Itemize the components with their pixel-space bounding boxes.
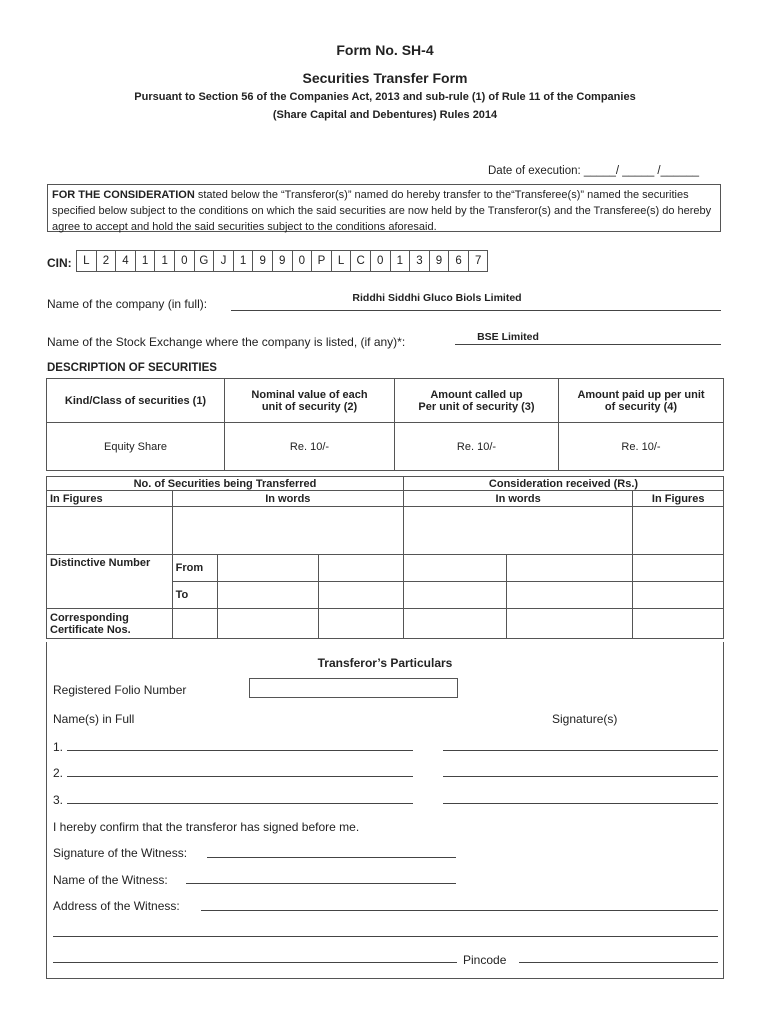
company-name-label: Name of the company (in full): bbox=[47, 297, 208, 311]
cin-label: CIN: bbox=[47, 256, 72, 270]
name-1-line[interactable] bbox=[67, 750, 413, 751]
cin-char-box[interactable]: J bbox=[213, 250, 234, 272]
cin-char-box[interactable]: 6 bbox=[448, 250, 469, 272]
consideration-figures-cell[interactable] bbox=[633, 507, 724, 555]
cin-char-box[interactable]: L bbox=[76, 250, 97, 272]
col-nominal-header-b: unit of security (2) bbox=[261, 400, 358, 413]
to-cell-1[interactable] bbox=[217, 582, 318, 609]
from-cell-4[interactable] bbox=[507, 555, 633, 582]
from-cell-1[interactable] bbox=[217, 555, 318, 582]
stock-exchange-value[interactable]: BSE Limited bbox=[477, 331, 539, 343]
cin-char-box[interactable]: 1 bbox=[390, 250, 411, 272]
form-title: Securities Transfer Form bbox=[302, 70, 468, 86]
stock-exchange-line[interactable] bbox=[455, 344, 721, 345]
cin-char-box[interactable]: P bbox=[311, 250, 332, 272]
cin-char-box[interactable]: 0 bbox=[292, 250, 313, 272]
pincode-label: Pincode bbox=[463, 953, 507, 967]
cin-boxes[interactable] bbox=[77, 250, 488, 272]
cert-cell-1[interactable] bbox=[217, 609, 318, 639]
pincode-line[interactable] bbox=[519, 962, 718, 963]
distinctive-number-label: Distinctive Number bbox=[47, 555, 173, 609]
cin-char-box[interactable]: 4 bbox=[115, 250, 136, 272]
signature-2-line[interactable] bbox=[443, 776, 718, 777]
kind-value[interactable]: Equity Share bbox=[47, 423, 225, 471]
to-label: To bbox=[172, 582, 217, 609]
consideration-words-cell[interactable] bbox=[403, 507, 632, 555]
cert-cell-2[interactable] bbox=[318, 609, 403, 639]
form-number: Form No. SH-4 bbox=[336, 42, 434, 58]
from-cell-3[interactable] bbox=[403, 555, 506, 582]
folio-label: Registered Folio Number bbox=[53, 683, 187, 697]
description-heading: DESCRIPTION OF SECURITIES bbox=[47, 362, 217, 374]
cin-char-box[interactable]: 9 bbox=[252, 250, 273, 272]
corresponding-cert-label: Corresponding Certificate Nos. bbox=[47, 609, 173, 639]
confirm-statement: I hereby confirm that the transferor has signed before me. bbox=[53, 820, 360, 834]
securities-table bbox=[46, 378, 724, 471]
in-words-header: In words bbox=[172, 491, 403, 507]
col-nominal-header-a: Nominal value of each bbox=[251, 388, 368, 401]
to-cell-5[interactable] bbox=[633, 582, 724, 609]
witness-signature-label: Signature of the Witness: bbox=[53, 846, 188, 860]
names-label: Name(s) in Full bbox=[53, 712, 135, 726]
signature-3-line[interactable] bbox=[443, 803, 718, 804]
company-name-line[interactable] bbox=[231, 310, 721, 311]
called-value[interactable]: Re. 10/- bbox=[395, 423, 559, 471]
consideration-paragraph bbox=[47, 184, 721, 232]
company-name-value[interactable]: Riddhi Siddhi Gluco Biols Limited bbox=[352, 292, 522, 304]
words-cell[interactable] bbox=[172, 507, 403, 555]
cin-char-box[interactable]: 1 bbox=[154, 250, 175, 272]
from-label: From bbox=[172, 555, 217, 582]
form-subtitle-line1: Pursuant to Section 56 of the Companies Act, 2013 and sub-rule (1) of Rule 11 of the Companies bbox=[134, 91, 636, 103]
consideration-bold: FOR THE CONSIDERATION bbox=[52, 189, 195, 201]
col-nominal-header bbox=[225, 379, 395, 423]
signature-1-line[interactable] bbox=[443, 750, 718, 751]
col-kind-header: Kind/Class of securities (1) bbox=[47, 379, 225, 423]
consideration-text: stated below the “Transferor(s)” named do hereby transfer to the“Transferee(s)” named the securities specified below subject to the conditions on which the said securities are now held by the Transferor(s) and the Transferee(s) do hereby agree to accept and hold the said securities subject to the conditions aforesaid. bbox=[52, 189, 712, 233]
col-paid-header bbox=[559, 379, 724, 423]
cin-char-box[interactable]: 2 bbox=[96, 250, 117, 272]
cert-cell-5[interactable] bbox=[633, 609, 724, 639]
name-3-label: 3. bbox=[53, 793, 64, 807]
cin-char-box[interactable]: 9 bbox=[429, 250, 450, 272]
cert-cell-0[interactable] bbox=[172, 609, 217, 639]
folio-input[interactable] bbox=[249, 678, 458, 698]
date-of-execution[interactable]: Date of execution: _____/ _____ /______ bbox=[488, 165, 700, 177]
to-cell-2[interactable] bbox=[318, 582, 403, 609]
transfer-table bbox=[46, 476, 724, 639]
form-subtitle-line2: (Share Capital and Debentures) Rules 2014 bbox=[272, 109, 498, 121]
witness-signature-line[interactable] bbox=[207, 857, 456, 858]
col-called-header-a: Amount called up bbox=[430, 388, 523, 401]
cin-char-box[interactable]: 9 bbox=[272, 250, 293, 272]
witness-address-line-3[interactable] bbox=[53, 962, 457, 963]
col-called-header-b: Per unit of security (3) bbox=[418, 400, 535, 413]
cin-char-box[interactable]: G bbox=[194, 250, 215, 272]
from-cell-2[interactable] bbox=[318, 555, 403, 582]
in-words-consideration-header: In words bbox=[403, 491, 632, 507]
cert-cell-3[interactable] bbox=[403, 609, 506, 639]
col-paid-header-a: Amount paid up per unit bbox=[577, 388, 705, 401]
signatures-label: Signature(s) bbox=[552, 712, 618, 726]
name-1-label: 1. bbox=[53, 740, 64, 754]
consideration-received-header: Consideration received (Rs.) bbox=[403, 477, 723, 491]
to-cell-4[interactable] bbox=[507, 582, 633, 609]
witness-address-line-2[interactable] bbox=[53, 936, 718, 937]
cin-char-box[interactable]: 3 bbox=[409, 250, 430, 272]
cin-char-box[interactable]: L bbox=[331, 250, 352, 272]
cin-char-box[interactable]: C bbox=[350, 250, 371, 272]
cin-char-box[interactable]: 7 bbox=[468, 250, 489, 272]
cin-char-box[interactable]: 0 bbox=[174, 250, 195, 272]
col-called-header bbox=[395, 379, 559, 423]
cin-char-box[interactable]: 0 bbox=[370, 250, 391, 272]
witness-name-label: Name of the Witness: bbox=[53, 873, 168, 887]
stock-exchange-label: Name of the Stock Exchange where the company is listed, (if any)*: bbox=[47, 335, 406, 349]
name-2-line[interactable] bbox=[67, 776, 413, 777]
no-transferred-header: No. of Securities being Transferred bbox=[47, 477, 404, 491]
in-figures-header: In Figures bbox=[47, 491, 173, 507]
cin-char-box[interactable]: 1 bbox=[233, 250, 254, 272]
nominal-value[interactable]: Re. 10/- bbox=[225, 423, 395, 471]
cert-cell-4[interactable] bbox=[507, 609, 633, 639]
name-2-label: 2. bbox=[53, 766, 64, 780]
paid-value[interactable]: Re. 10/- bbox=[559, 423, 724, 471]
figures-cell[interactable] bbox=[47, 507, 173, 555]
col-paid-header-b: of security (4) bbox=[604, 400, 678, 413]
in-figures-consideration-header: In Figures bbox=[633, 491, 724, 507]
witness-name-line[interactable] bbox=[186, 883, 456, 884]
witness-address-label: Address of the Witness: bbox=[53, 899, 180, 913]
from-cell-5[interactable] bbox=[633, 555, 724, 582]
name-3-line[interactable] bbox=[67, 803, 413, 804]
witness-address-line-1[interactable] bbox=[201, 910, 718, 911]
transferor-heading: Transferor’s Particulars bbox=[317, 656, 453, 670]
to-cell-3[interactable] bbox=[403, 582, 506, 609]
cin-char-box[interactable]: 1 bbox=[135, 250, 156, 272]
